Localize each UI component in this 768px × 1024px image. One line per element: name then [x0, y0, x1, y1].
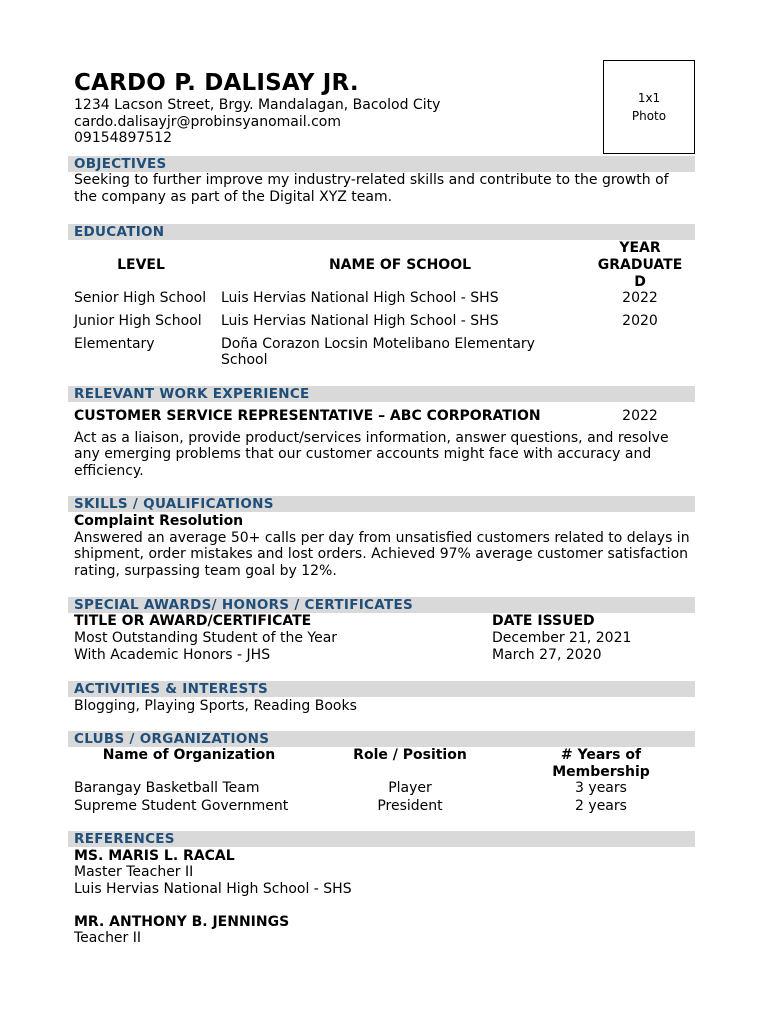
reference-organization: Luis Hervias National High School - SHS: [74, 881, 352, 897]
section-skills: [68, 496, 695, 512]
section-references: [68, 831, 695, 847]
club-role: President: [377, 798, 443, 814]
objective-line: Seeking to further improve my industry-related skills and contribute to the growth of: [74, 172, 669, 188]
photo-placeholder: [603, 60, 695, 154]
section-title: ACTIVITIES & INTERESTS: [74, 681, 269, 697]
address: 1234 Lacson Street, Brgy. Mandalagan, Bacolod City: [74, 97, 441, 113]
club-years: 3 years: [575, 780, 627, 796]
col-award-header: TITLE OR AWARD/CERTIFICATE: [74, 613, 312, 629]
section-title: RELEVANT WORK EXPERIENCE: [74, 386, 310, 402]
education-year: 2020: [622, 313, 658, 329]
education-school: Luis Hervias National High School - SHS: [221, 290, 499, 306]
education-school: Doña Corazon Locsin Motelibano Elementary: [221, 336, 535, 352]
work-position: CUSTOMER SERVICE REPRESENTATIVE – ABC CORPORATION: [74, 408, 541, 424]
phone: 09154897512: [74, 130, 172, 146]
work-year: 2022: [622, 408, 658, 424]
col-school-header: NAME OF SCHOOL: [328, 257, 472, 273]
section-objectives: [68, 156, 695, 172]
col-year-header-3: D: [634, 274, 646, 290]
photo-size-label: 1x1: [637, 91, 661, 105]
section-awards: [68, 597, 695, 613]
col-years-header-1: # Years of: [560, 747, 642, 763]
reference-name: MR. ANTHONY B. JENNINGS: [74, 914, 290, 930]
work-description-line: efficiency.: [74, 463, 144, 479]
section-work-experience: [68, 386, 695, 402]
skill-title: Complaint Resolution: [74, 513, 244, 529]
applicant-name: CARDO P. DALISAY JR.: [74, 70, 359, 96]
education-level: Elementary: [74, 336, 155, 352]
section-title: SPECIAL AWARDS/ HONORS / CERTIFICATES: [74, 597, 414, 613]
col-years-header-2: Membership: [552, 764, 650, 780]
education-school: Luis Hervias National High School - SHS: [221, 313, 499, 329]
section-activities: [68, 681, 695, 697]
reference-name: MS. MARIS L. RACAL: [74, 848, 235, 864]
skill-description-line: Answered an average 50+ calls per day from unsatisfied customers related to delays in: [74, 530, 690, 546]
reference-role: Teacher II: [74, 930, 142, 946]
work-description-line: any emerging problems that our customer accounts might face with accuracy and: [74, 446, 652, 462]
award-title: Most Outstanding Student of the Year: [74, 630, 338, 646]
skill-description-line: shipment, order mistakes and lost orders. Achieved 97% average customer satisfaction: [74, 546, 689, 562]
education-school-continued: School: [221, 352, 268, 368]
section-clubs: [68, 731, 695, 747]
club-name: Supreme Student Government: [74, 798, 289, 814]
award-title: With Academic Honors - JHS: [74, 647, 271, 663]
email: cardo.dalisayjr@probinsyanomail.com: [74, 113, 341, 130]
education-level: Senior High School: [74, 290, 207, 306]
club-years: 2 years: [575, 798, 627, 814]
skill-description-line: rating, surpassing team goal by 12%.: [74, 563, 337, 579]
section-education: [68, 224, 695, 240]
contact-block: [74, 97, 440, 147]
award-date: December 21, 2021: [492, 630, 632, 646]
col-role-header: Role / Position: [353, 747, 467, 763]
objective-line: the company as part of the Digital XYZ team.: [74, 189, 393, 205]
club-role: Player: [388, 780, 432, 796]
col-year-header-2: GRADUATE: [597, 257, 683, 273]
photo-label: Photo: [631, 109, 667, 123]
section-title: OBJECTIVES: [74, 156, 167, 172]
section-title: SKILLS / QUALIFICATIONS: [74, 496, 274, 512]
section-title: CLUBS / ORGANIZATIONS: [74, 731, 270, 747]
section-title: EDUCATION: [74, 224, 165, 240]
education-year: 2022: [622, 290, 658, 306]
col-level-header: LEVEL: [117, 257, 165, 273]
club-name: Barangay Basketball Team: [74, 780, 260, 796]
col-year-header-1: YEAR: [619, 240, 661, 256]
reference-role: Master Teacher II: [74, 864, 194, 880]
col-date-header: DATE ISSUED: [492, 613, 595, 629]
activities-text: Blogging, Playing Sports, Reading Books: [74, 698, 357, 714]
section-title: REFERENCES: [74, 831, 175, 847]
work-description-line: Act as a liaison, provide product/services information, answer questions, and resolve: [74, 430, 669, 446]
education-level: Junior High School: [74, 313, 202, 329]
award-date: March 27, 2020: [492, 647, 602, 663]
col-org-header: Name of Organization: [102, 747, 276, 763]
